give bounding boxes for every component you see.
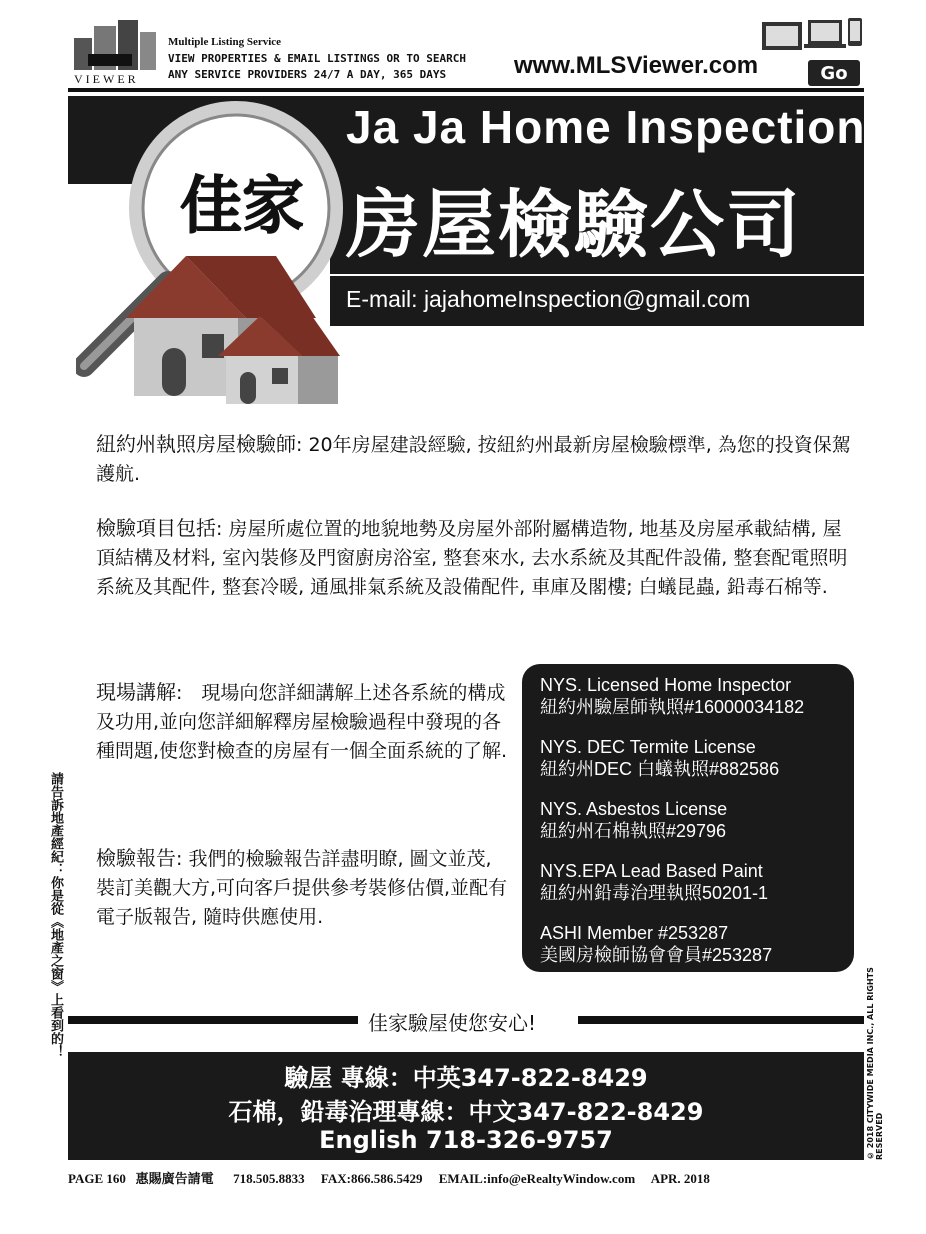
license-item [540,736,779,780]
license-zh: 美國房檢師協會會員#253287 [540,945,773,965]
phone-inspection-hotline[interactable]: 驗屋 專線：中英347-822-8429 [284,1064,648,1092]
paragraph-label: 檢驗報告 [96,846,176,870]
license-en: NYS. DEC Termite License [540,737,756,757]
paragraph-text: : 20年房屋建設經驗, 按紐約州最新房屋檢驗標準, 為您的投資保駕護航. [96,434,851,485]
footer-email[interactable]: EMAIL:info@eRealtyWindow.com [438,1171,636,1186]
license-en: NYS. Licensed Home Inspector [540,675,792,695]
license-zh: 紐約州石棉執照#29796 [540,821,727,841]
header-tagline-2: ANY SERVICE PROVIDERS 24/7 A DAY, 365 DAYS [168,68,447,81]
license-en: ASHI Member #253287 [540,923,729,943]
license-item [540,860,768,904]
paragraph-inspection-report [96,844,516,932]
service-name: Multiple Listing Service [168,36,282,48]
paragraph-inspection-items [96,514,856,602]
mls-url-link[interactable]: www.MLSViewer.com [514,52,759,79]
header-tagline-1: VIEW PROPERTIES & EMAIL LISTINGS OR TO SEARCH [168,52,467,65]
footer-date: APR. 2018 [650,1171,710,1186]
license-item [540,798,727,842]
phone-asbestos-lead-hotline[interactable]: 石棉，鉛毒治理專線：中文347-822-8429 [228,1098,704,1126]
paragraph-label: 檢驗項目包括 [96,516,216,540]
license-zh: 紐約州驗屋師執照#16000034182 [540,697,805,717]
license-en: NYS.EPA Lead Based Paint [540,861,763,881]
header-divider [68,88,864,92]
license-zh: 紐約州DEC 白蟻執照#882586 [540,759,780,779]
license-box [522,664,854,972]
tagline-rule-right [578,1016,864,1024]
tagline-rule-left [68,1016,358,1024]
company-name-chinese-short: 佳家 [179,169,304,242]
paragraph-text: : 房屋所處位置的地貌地勢及房屋外部附屬構造物, 地基及房屋承載結構, 屋頂結構及材料, 室內裝修及門窗廚房浴室, 整套來水, 去水系統及其配件設備, 整套配電照明系統及其配件, 整套冷暖, 通風排氣系統及設備配件, 車庫及閣樓; 白蟻昆蟲, 鉛毒石棉等. [96,518,848,598]
paragraph-license-intro [96,430,856,489]
license-item [540,674,804,718]
paragraph-text: : 我們的檢驗報告詳盡明瞭, 圖文並茂, 裝訂美觀大方,可向客戶提供參考裝修估價,並配有電子版報告, 隨時供應使用. [96,848,508,928]
paragraph-label: 紐約州執照房屋檢驗師 [96,432,296,456]
devices-icon [760,14,864,58]
page-footer [68,1168,864,1187]
paragraph-label: 現場講解 [96,680,176,704]
footer-fax: FAX:866.586.5429 [320,1171,423,1186]
page-number: PAGE 160 [68,1171,126,1186]
logo-viewer-text: VIEWER [74,72,139,86]
contact-email[interactable]: E-mail: jajahomeInspection@gmail.com [346,286,751,312]
company-name-chinese: 房屋檢驗公司 [346,182,802,268]
phone-box [68,1052,864,1160]
license-en: NYS. Asbestos License [540,799,728,819]
mls-viewer-logo[interactable] [70,18,160,88]
phone-english[interactable]: English 718-326-9757 [319,1126,613,1154]
paragraph-on-site-explanation [96,678,516,766]
license-zh: 紐約州鉛毒治理執照50201-1 [540,883,769,903]
side-note-left: 請告訴地產經紀：你是從《地產之窗》上看到的！ [49,772,64,1058]
tagline: 佳家驗屋使您安心! [368,1011,537,1035]
footer-tel: 718.505.8833 [233,1171,305,1186]
go-button[interactable]: Go [808,60,860,86]
license-item [540,922,772,966]
company-name-english: Ja Ja Home Inspection [346,101,866,153]
building-logo-icon [70,18,160,72]
copyright-vertical: © 2018 CITYWIDE MEDIA INC., ALL RIGHTS RESERVED [866,967,884,1160]
paragraph-text: : 現場向您詳細講解上述各系統的構成及功用,並向您詳細解釋房屋檢驗過程中發現的各種問題,使您對檢查的房屋有一個全面系統的了解. [96,682,508,762]
ad-call-label: 惠賜廣告請電 [135,1171,214,1186]
